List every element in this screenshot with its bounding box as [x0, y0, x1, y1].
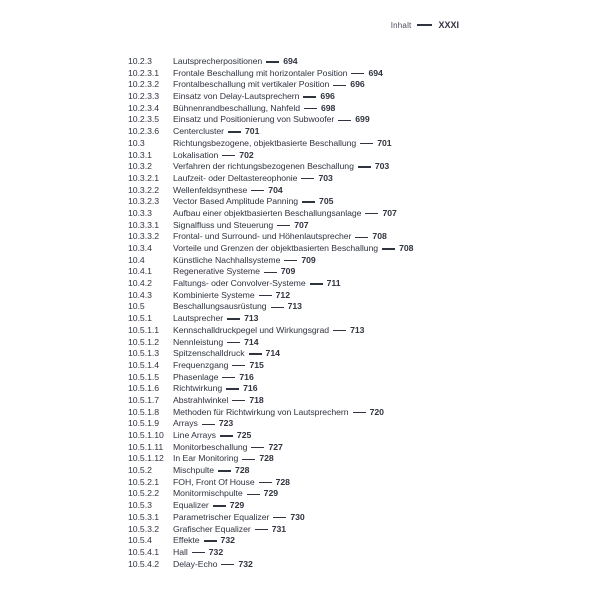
entry-title-wrap	[173, 488, 278, 500]
section-title: Line Arrays	[173, 430, 216, 440]
toc-entry	[128, 500, 528, 512]
dash-separator	[202, 424, 215, 425]
dash-separator	[358, 166, 371, 167]
section-number: 10.5.1.7	[128, 394, 159, 405]
page-ref: 716	[243, 383, 258, 394]
dash-separator	[251, 190, 264, 191]
section-number: 10.2.3.4	[128, 102, 159, 113]
toc-entry	[128, 465, 528, 477]
page-ref: 720	[369, 406, 384, 417]
entry-title-wrap	[173, 220, 309, 232]
toc-entry	[128, 383, 528, 395]
toc-entry	[128, 126, 528, 138]
entry-title-wrap	[173, 535, 235, 547]
toc-entry	[128, 161, 528, 173]
dash-separator	[351, 73, 364, 74]
section-title: Monitormischpulte	[173, 488, 243, 499]
section-number: 10.5.4.1	[128, 546, 159, 557]
dash-separator	[232, 400, 245, 401]
dash-separator	[266, 61, 279, 62]
section-title: Methoden für Richtwirkung von Lautsprechern	[173, 406, 349, 417]
page-ref: 698	[320, 102, 336, 113]
page-ref: 705	[319, 196, 334, 207]
toc-entry	[128, 313, 528, 325]
dash-separator	[220, 435, 233, 436]
page-ref: 732	[208, 546, 224, 557]
entry-title-wrap	[173, 348, 280, 360]
page-ref: 708	[372, 231, 387, 242]
toc-entry	[128, 559, 528, 571]
section-title: Grafischer Equalizer	[173, 523, 251, 534]
section-title: Kombinierte Systeme	[173, 289, 255, 300]
toc-entry	[128, 524, 528, 536]
section-title: Abstrahlwinkel	[173, 394, 229, 405]
page-ref: 716	[239, 371, 254, 382]
page-ref: 729	[229, 500, 245, 511]
section-title: Spitzenschalldruck	[173, 348, 245, 359]
section-number: 10.5.2	[128, 465, 152, 476]
toc-entry	[128, 477, 528, 489]
section-title: Regenerative Systeme	[173, 266, 260, 277]
dash-separator	[303, 96, 316, 97]
entry-title-wrap	[173, 278, 341, 290]
section-number: 10.3.3.2	[128, 231, 159, 242]
dash-separator	[284, 260, 297, 261]
dash-separator	[277, 225, 290, 226]
page-ref: 703	[318, 172, 333, 183]
dash-separator	[333, 85, 346, 86]
entry-title-wrap	[173, 138, 392, 150]
page-ref: 707	[294, 219, 309, 230]
section-number: 10.3.2.3	[128, 196, 159, 207]
entry-title-wrap	[173, 442, 283, 454]
section-title: FOH, Front Of House	[173, 476, 255, 487]
section-number: 10.3.1	[128, 149, 152, 160]
page-ref: 707	[382, 207, 397, 218]
section-title: Equalizer	[173, 500, 209, 511]
section-number: 10.2.3.2	[128, 79, 159, 90]
toc-entry	[128, 453, 528, 465]
section-title: Delay-Echo	[173, 558, 218, 569]
section-number: 10.2.3.5	[128, 114, 159, 125]
entry-title-wrap	[173, 56, 298, 68]
toc-entry	[128, 512, 528, 524]
page-ref: 696	[320, 91, 335, 102]
dash-separator	[227, 342, 240, 343]
section-title: Einsatz und Positionierung von Subwoofer	[173, 114, 335, 125]
dash-separator	[353, 412, 366, 413]
section-number: 10.5.2.1	[128, 476, 159, 487]
toc-entry	[128, 255, 528, 267]
section-number: 10.5.1.10	[128, 430, 164, 440]
page-ref: 694	[283, 56, 298, 66]
dash-separator	[247, 494, 260, 495]
section-number: 10.3.2.1	[128, 172, 159, 183]
toc-entry	[128, 372, 528, 384]
section-title: Monitorbeschallung	[173, 441, 248, 452]
section-title: In Ear Monitoring	[173, 453, 239, 464]
toc-entry	[128, 196, 528, 208]
section-number: 10.5.1.3	[128, 348, 159, 359]
page-ref: 713	[244, 313, 259, 324]
toc-entry	[128, 150, 528, 162]
page-ref: 701	[377, 137, 392, 148]
toc-entry	[128, 301, 528, 313]
section-number: 10.4.3	[128, 289, 152, 300]
section-number: 10.5.4.2	[128, 558, 159, 569]
dash-separator	[271, 307, 284, 308]
page-ref: 708	[399, 243, 414, 253]
section-title: Frequenzgang	[173, 359, 229, 370]
section-number: 10.3	[128, 137, 145, 148]
toc-entry	[128, 220, 528, 232]
page-ref: 709	[280, 266, 296, 277]
dash-separator	[264, 272, 277, 273]
entry-title-wrap	[173, 150, 254, 162]
dash-separator	[382, 248, 395, 249]
dash-separator	[338, 120, 351, 121]
section-number: 10.5.3.1	[128, 511, 159, 522]
section-number: 10.5.1.4	[128, 359, 159, 370]
page-ref: 732	[220, 535, 235, 546]
section-title: Lautsprecher	[173, 313, 224, 324]
dash-separator	[249, 353, 262, 354]
toc-entry	[128, 442, 528, 454]
page-ref: 704	[268, 184, 283, 195]
entry-title-wrap	[173, 126, 259, 138]
dash-separator	[365, 213, 378, 214]
dash-separator	[222, 155, 235, 156]
entry-title-wrap	[173, 290, 290, 302]
page-ref: 715	[249, 359, 264, 370]
entry-title-wrap	[173, 407, 384, 419]
section-title: Bühnenrandbeschallung, Nahfeld	[173, 102, 300, 113]
entry-title-wrap	[173, 360, 264, 372]
entry-title-wrap	[173, 185, 283, 197]
entry-title-wrap	[173, 477, 290, 489]
section-title: Frontalbeschallung mit vertikaler Position	[173, 79, 330, 90]
page-ref: 714	[265, 348, 280, 359]
section-title: Parametrischer Equalizer	[173, 511, 270, 522]
section-title: Phasenlage	[173, 371, 219, 382]
entry-title-wrap	[173, 325, 364, 337]
dash-separator	[213, 505, 226, 506]
toc-entry	[128, 208, 528, 220]
entry-title-wrap	[173, 453, 274, 465]
page-ref: 718	[249, 394, 264, 405]
section-number: 10.5.1.6	[128, 383, 159, 394]
toc-entry	[128, 360, 528, 372]
entry-title-wrap	[173, 161, 389, 173]
entry-title-wrap	[173, 231, 387, 243]
dash-separator	[255, 529, 268, 530]
toc-entry	[128, 91, 528, 103]
toc-entry	[128, 114, 528, 126]
page-ref: 714	[244, 336, 259, 347]
dash-separator	[242, 459, 255, 460]
toc-list	[128, 56, 528, 570]
toc-entry	[128, 488, 528, 500]
section-number: 10.4.1	[128, 266, 152, 277]
section-title: Faltungs- oder Convolver-Systeme	[173, 278, 306, 289]
section-title: Vorteile und Grenzen der objektbasierten Beschallung	[173, 243, 379, 253]
dash-separator	[333, 330, 346, 331]
entry-title-wrap	[173, 301, 302, 313]
toc-entry	[128, 325, 528, 337]
toc-entry	[128, 243, 528, 255]
toc-entry	[128, 407, 528, 419]
entry-title-wrap	[173, 266, 295, 278]
section-title: Arrays	[173, 418, 198, 429]
page-ref: 731	[271, 523, 287, 534]
page-ref: 701	[245, 126, 260, 137]
section-title: Centercluster	[173, 126, 225, 137]
toc-entry	[128, 231, 528, 243]
entry-title-wrap	[173, 208, 397, 220]
section-title: Nennleistung	[173, 336, 224, 347]
dash-separator	[301, 178, 314, 179]
page-ref: 694	[368, 67, 383, 78]
entry-title-wrap	[173, 559, 253, 571]
section-title: Signalfluss und Steuerung	[173, 219, 274, 230]
section-number: 10.2.3.3	[128, 91, 159, 102]
entry-title-wrap	[173, 173, 333, 185]
page-ref: 713	[350, 324, 365, 335]
dash-separator	[251, 447, 264, 448]
toc-entry	[128, 278, 528, 290]
toc-entry	[128, 395, 528, 407]
dash-separator	[227, 318, 240, 319]
section-number: 10.3.2	[128, 161, 152, 172]
dash-separator	[302, 201, 315, 202]
dash-separator	[259, 482, 272, 483]
page-ref: 729	[263, 488, 279, 499]
entry-title-wrap	[173, 395, 264, 407]
dash-separator	[273, 517, 286, 518]
entry-title-wrap	[173, 103, 335, 115]
toc-entry	[128, 79, 528, 91]
section-number: 10.3.3	[128, 207, 152, 218]
toc-entry	[128, 430, 528, 442]
section-title: Frontale Beschallung mit horizontaler Position	[173, 67, 348, 78]
entry-title-wrap	[173, 91, 335, 103]
section-number: 10.2.3	[128, 56, 152, 66]
toc-entry	[128, 103, 528, 115]
page-ref: 730	[290, 511, 305, 522]
dash-separator	[204, 540, 217, 541]
running-header	[391, 20, 459, 30]
section-number: 10.5.1.8	[128, 406, 159, 417]
toc-entry	[128, 138, 528, 150]
entry-title-wrap	[173, 243, 413, 255]
section-title: Richtungsbezogene, objektbasierte Beschallung	[173, 137, 357, 148]
page-ref: 728	[259, 453, 274, 464]
section-number: 10.5	[128, 301, 145, 312]
dash-separator	[360, 143, 373, 144]
entry-title-wrap	[173, 313, 258, 325]
entry-title-wrap	[173, 68, 383, 80]
section-number: 10.3.4	[128, 243, 152, 253]
section-title: Vector Based Amplitude Panning	[173, 196, 299, 207]
section-title: Laufzeit- oder Deltastereophonie	[173, 172, 298, 183]
entry-title-wrap	[173, 524, 286, 536]
section-title: Verfahren der richtungsbezogenen Beschallung	[173, 161, 354, 172]
page-ref: 703	[374, 161, 390, 172]
dash-separator	[304, 108, 317, 109]
dash-separator	[218, 470, 231, 471]
entry-title-wrap	[173, 512, 305, 524]
section-title: Einsatz von Delay-Lautsprechern	[173, 91, 300, 102]
toc-entry	[128, 56, 528, 68]
dash-separator	[222, 377, 235, 378]
dash-separator	[310, 283, 323, 284]
entry-title-wrap	[173, 547, 223, 559]
toc-entry	[128, 535, 528, 547]
dash-separator	[221, 564, 234, 565]
page-ref: 725	[236, 430, 252, 440]
dash-separator	[232, 365, 245, 366]
section-number: 10.5.3	[128, 500, 152, 511]
header-label: Inhalt	[390, 20, 412, 30]
page-ref: 699	[355, 114, 370, 125]
header-dash-rule	[417, 24, 432, 25]
section-number: 10.5.2.2	[128, 488, 159, 499]
page-number-roman: XXXI	[438, 20, 459, 30]
section-number: 10.4	[128, 254, 145, 265]
section-number: 10.5.1.2	[128, 336, 159, 347]
section-title: Mischpulte	[173, 465, 215, 476]
section-number: 10.5.1.11	[128, 441, 164, 452]
entry-title-wrap	[173, 372, 254, 384]
entry-title-wrap	[173, 79, 365, 91]
section-number: 10.5.4	[128, 535, 152, 546]
section-number: 10.5.1	[128, 313, 152, 324]
entry-title-wrap	[173, 430, 251, 442]
section-number: 10.5.1.9	[128, 418, 159, 429]
page-ref: 728	[275, 476, 290, 487]
section-number: 10.3.3.1	[128, 219, 159, 230]
section-number: 10.5.3.2	[128, 523, 159, 534]
page-ref: 723	[218, 418, 234, 429]
section-title: Frontal- und Surround- und Höhenlautsprecher	[173, 231, 352, 242]
entry-title-wrap	[173, 383, 258, 395]
section-number: 10.5.1.12	[128, 453, 164, 464]
toc-entry	[128, 290, 528, 302]
toc-entry	[128, 348, 528, 360]
section-number: 10.2.3.1	[128, 67, 159, 78]
page-ref: 712	[275, 289, 290, 300]
section-title: Richtwirkung	[173, 383, 223, 394]
section-number: 10.5.1.1	[128, 324, 159, 335]
toc-entry	[128, 418, 528, 430]
entry-title-wrap	[173, 500, 244, 512]
section-title: Beschallungsausrüstung	[173, 301, 267, 312]
section-title: Künstliche Nachhallsysteme	[173, 254, 281, 265]
dash-separator	[259, 295, 272, 296]
section-number: 10.4.2	[128, 278, 152, 289]
toc-entry	[128, 337, 528, 349]
section-title: Effekte	[173, 535, 200, 546]
page-ref: 696	[350, 79, 365, 90]
section-title: Aufbau einer objektbasierten Beschallungsanlage	[173, 207, 362, 218]
page-ref: 711	[326, 278, 341, 289]
section-title: Lokalisation	[173, 149, 219, 160]
page-ref: 727	[268, 441, 283, 452]
section-title: Hall	[173, 546, 188, 557]
dash-separator	[226, 388, 239, 389]
section-title: Kennschalldruckpegel und Wirkungsgrad	[173, 324, 330, 335]
dash-separator	[192, 552, 205, 553]
page-ref: 709	[301, 254, 316, 265]
section-number: 10.2.3.6	[128, 126, 159, 137]
entry-title-wrap	[173, 196, 333, 208]
section-number: 10.3.2.2	[128, 184, 159, 195]
toc-entry	[128, 185, 528, 197]
page-ref: 702	[239, 149, 254, 160]
toc-entry	[128, 173, 528, 185]
page-ref: 728	[235, 465, 250, 476]
entry-title-wrap	[173, 337, 258, 349]
toc-entry	[128, 547, 528, 559]
toc-entry	[128, 266, 528, 278]
entry-title-wrap	[173, 418, 233, 430]
page-ref: 713	[287, 301, 302, 312]
section-title: Lautsprecherpositionen	[173, 56, 263, 66]
section-number: 10.5.1.5	[128, 371, 159, 382]
entry-title-wrap	[173, 255, 316, 267]
dash-separator	[228, 131, 241, 132]
section-title: Wellenfeldsynthese	[173, 184, 248, 195]
entry-title-wrap	[173, 465, 249, 477]
entry-title-wrap	[173, 114, 370, 126]
page-ref: 732	[238, 558, 253, 569]
toc-entry	[128, 68, 528, 80]
dash-separator	[355, 237, 368, 238]
